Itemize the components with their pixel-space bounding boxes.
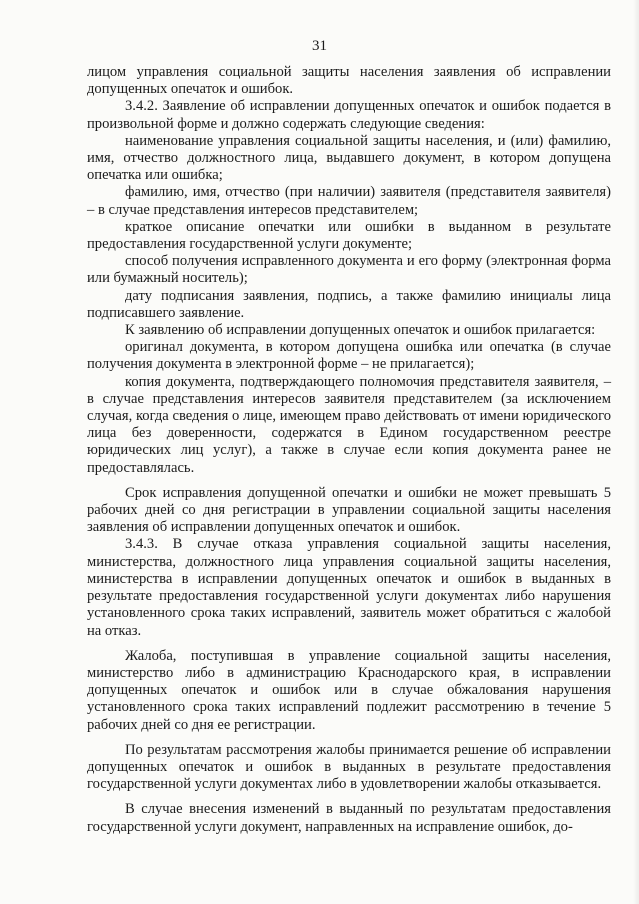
document-body	[87, 64, 611, 836]
paragraph: дату подписания заявления, подпись, а также фамилию инициалы лица подписавшего заявление.	[87, 287, 611, 321]
paragraph: краткое описание опечатки или ошибки в выданном в результате предоставления государственной услуги документе;	[87, 218, 611, 253]
paragraph: По результатам рассмотрения жалобы принимается решение об исправлении допущенных опечаток и ошибок в выданных в результате предоставления государственной услуги документах либо в удовлетворении жалобы отказывается.	[87, 741, 611, 793]
paragraph: наименование управления социальной защиты населения, и (или) фамилию, имя, отчество должностного лица, выдавшего документ, в котором допущена опечатка или ошибка;	[87, 132, 611, 184]
scan-edge-shadow	[633, 0, 639, 904]
paragraph: Жалоба, поступившая в управление социальной защиты населения, министерство либо в администрацию Краснодарского края, в исправлении допущенных опечаток и ошибок или в случае обжалования нарушения установленного срока таких исправлений подлежит рассмотрению в течение 5 рабочих дней со дня ее регистрации.	[87, 647, 611, 733]
paragraph: 3.4.3. В случае отказа управления социальной защиты населения, министерства, должностного лица управления социальной защиты населения, министерства в исправлении допущенных опечаток и ошибок в выданных в результате предоставления государственной услуги документах либо нарушения установленного срока таких исправлений, заявитель может обратиться с жалобой на отказ.	[87, 536, 611, 639]
paragraph: Срок исправления допущенной опечатки и ошибки не может превышать 5 рабочих дней со дня регистрации в управлении социальной защиты населения заявления об исправлении допущенных опечаток и ошибок.	[87, 484, 611, 536]
paragraph: 3.4.2. Заявление об исправлении допущенных опечаток и ошибок подается в произвольной форме и должно содержать следующие сведения:	[87, 98, 611, 132]
paragraph: фамилию, имя, отчество (при наличии) заявителя (представителя заявителя) – в случае представления интересов представителем;	[87, 184, 611, 218]
page-number: 31	[312, 38, 327, 54]
paragraph: К заявлению об исправлении допущенных опечаток и ошибок прилагается:	[125, 322, 596, 339]
paragraph: способ получения исправленного документа и его форму (электронная форма или бумажный носитель);	[87, 253, 611, 287]
paragraph: В случае внесения изменений в выданный по результатам предоставления государственной услуги документ, направленных на исправление ошибок, до-	[87, 801, 611, 835]
paragraph: лицом управления социальной защиты населения заявления об исправлении допущенных опечаток и ошибок.	[87, 64, 611, 98]
paragraph: копия документа, подтверждающего полномочия представителя заявителя, – в случае представления интересов заявителя представителем (за исключением случая, когда сведения о лице, имеющем право действовать от имени юридического лица без доверенности, содержатся в Едином государственном реестре юридических лиц услуг), а также в случае если копия документа ранее не предоставлялась.	[87, 373, 611, 476]
paragraph: оригинал документа, в котором допущена ошибка или опечатка (в случае получения документа в электронной форме – не прилагается);	[87, 339, 611, 373]
